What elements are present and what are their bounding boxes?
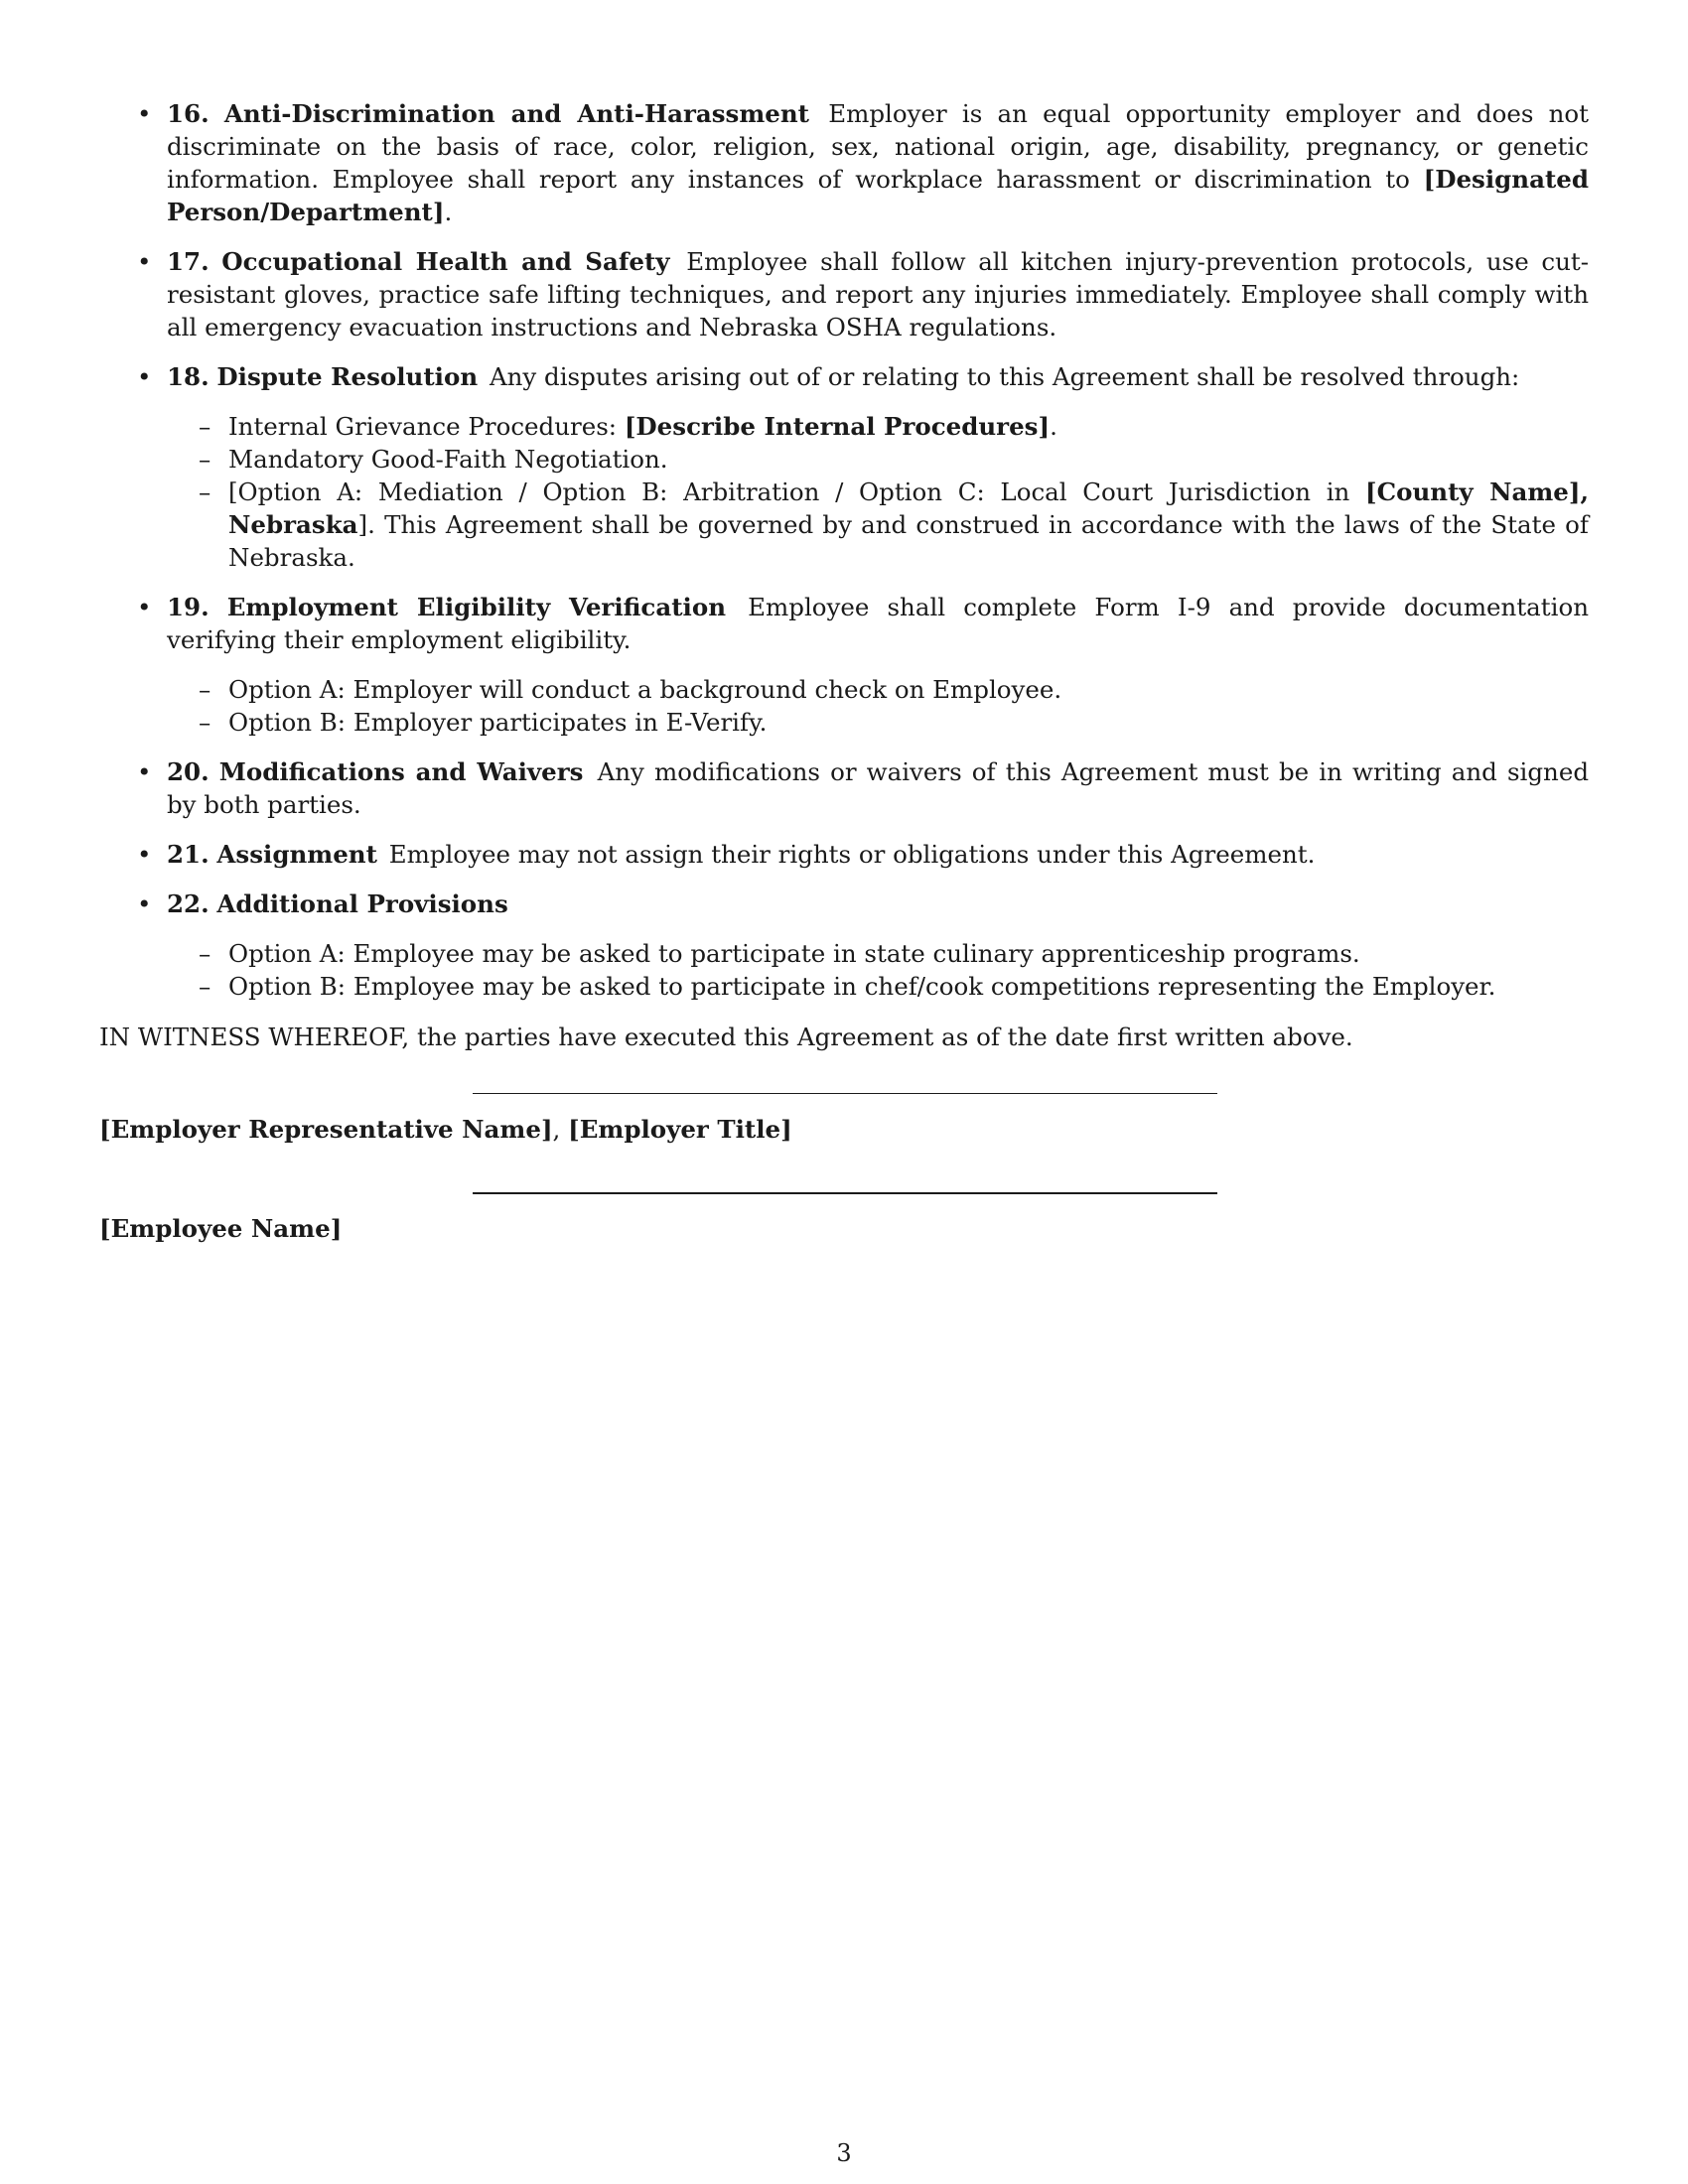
sub-item — [167, 937, 1589, 970]
sub-list — [167, 410, 1589, 574]
section-22 — [99, 887, 1589, 1003]
witness-statement: IN WITNESS WHEREOF, the parties have executed this Agreement as of the date first written above. — [99, 1023, 1353, 1051]
section-19 — [99, 591, 1589, 739]
section-number: 21. — [167, 840, 210, 869]
section-text: Any modifications or waivers of this Agreement must be in writing and signed by both parties. — [167, 757, 1590, 819]
section-title: Employment Eligibility Verification — [226, 593, 727, 621]
placeholder-designated-person: [Designated Person/Department] — [167, 165, 1589, 226]
placeholder-internal-procedures: [Describe Internal Procedures] — [624, 412, 1051, 441]
page-number: 3 — [836, 2139, 852, 2167]
signature-separator: , — [552, 1115, 569, 1144]
sub-item — [167, 706, 1589, 739]
sub-item-text: Option B: Employee may be asked to participate in chef/cook competitions representing the Employer. — [228, 972, 1496, 1001]
section-end: . — [444, 198, 453, 226]
sub-item-text: Internal Grievance Procedures: — [228, 412, 618, 441]
sub-item-end: ]. This Agreement shall be governed by and construed in accordance with the laws of the State of Nebraska. — [228, 510, 1589, 572]
sub-item — [167, 673, 1589, 706]
sub-item-text: Option B: Employer participates in E-Verify. — [228, 708, 768, 737]
section-text: Any disputes arising out of or relating to this Agreement shall be resolved through: — [489, 362, 1520, 391]
section-title: Occupational Health and Safety — [221, 247, 670, 276]
sub-item — [167, 970, 1589, 1003]
sub-item — [167, 443, 1589, 476]
employer-representative-name: [Employer Representative Name] — [99, 1115, 553, 1144]
placeholder-county-name: [County Name], Nebraska — [228, 478, 1589, 539]
employee-signature-line[interactable] — [473, 1192, 1217, 1194]
sub-item-text: Option A: Employee may be asked to participate in state culinary apprenticeship programs. — [228, 939, 1360, 968]
section-text: Employee may not assign their rights or obligations under this Agreement. — [388, 840, 1316, 869]
employer-signature-block — [99, 1053, 1589, 1153]
section-number: 16. — [167, 99, 210, 128]
section-title: Additional Provisions — [216, 889, 508, 918]
employee-signature-block — [99, 1153, 1589, 1252]
section-title: Assignment — [216, 840, 377, 869]
section-text: Employee shall complete Form I-9 and provide documentation verifying their employment eligibility. — [167, 593, 1589, 654]
sub-list — [167, 673, 1589, 739]
section-18 — [99, 360, 1589, 574]
sub-item — [167, 410, 1589, 443]
sub-item-text: [Option A: Mediation / Option B: Arbitration / Option C: Local Court Jurisdiction in — [228, 478, 1350, 506]
section-number: 20. — [167, 757, 210, 786]
section-16 — [99, 97, 1589, 228]
employer-title: [Employer Title] — [568, 1115, 792, 1144]
sub-item-text: Mandatory Good-Faith Negotiation. — [228, 445, 668, 474]
sub-item-text: Option A: Employer will conduct a background check on Employee. — [228, 675, 1062, 704]
section-title: Modifications and Waivers — [218, 757, 584, 786]
section-number: 22. — [167, 889, 210, 918]
section-title: Dispute Resolution — [216, 362, 479, 391]
section-number: 19. — [167, 593, 210, 621]
employer-signature-line[interactable] — [473, 1093, 1217, 1094]
sections-list — [99, 97, 1589, 1003]
employee-name: [Employee Name] — [99, 1214, 343, 1243]
sub-item — [167, 476, 1589, 574]
section-text: Employer is an equal opportunity employer and does not discriminate on the basis of race, color, religion, sex, national origin, age, disability, pregnancy, or genetic information. Employee shall report any instances of workplace harassment or discrimination to — [167, 99, 1589, 194]
section-20 — [99, 755, 1589, 821]
section-number: 17. — [167, 247, 210, 276]
document-page — [99, 97, 1589, 1252]
sub-item-end: . — [1050, 412, 1057, 441]
section-number: 18. — [167, 362, 210, 391]
section-text: Employee shall follow all kitchen injury-prevention protocols, use cut-resistant gloves, practice safe lifting techniques, and report any injuries immediately. Employee shall comply with all emergency evacuation instructions and Nebraska OSHA regulations. — [167, 247, 1589, 341]
employee-signature-label — [99, 1212, 342, 1245]
section-title: Anti-Discrimination and Anti-Harassment — [223, 99, 809, 128]
section-17 — [99, 245, 1589, 343]
employer-signature-label — [99, 1113, 792, 1146]
sub-list — [167, 937, 1589, 1003]
section-21 — [99, 838, 1589, 871]
